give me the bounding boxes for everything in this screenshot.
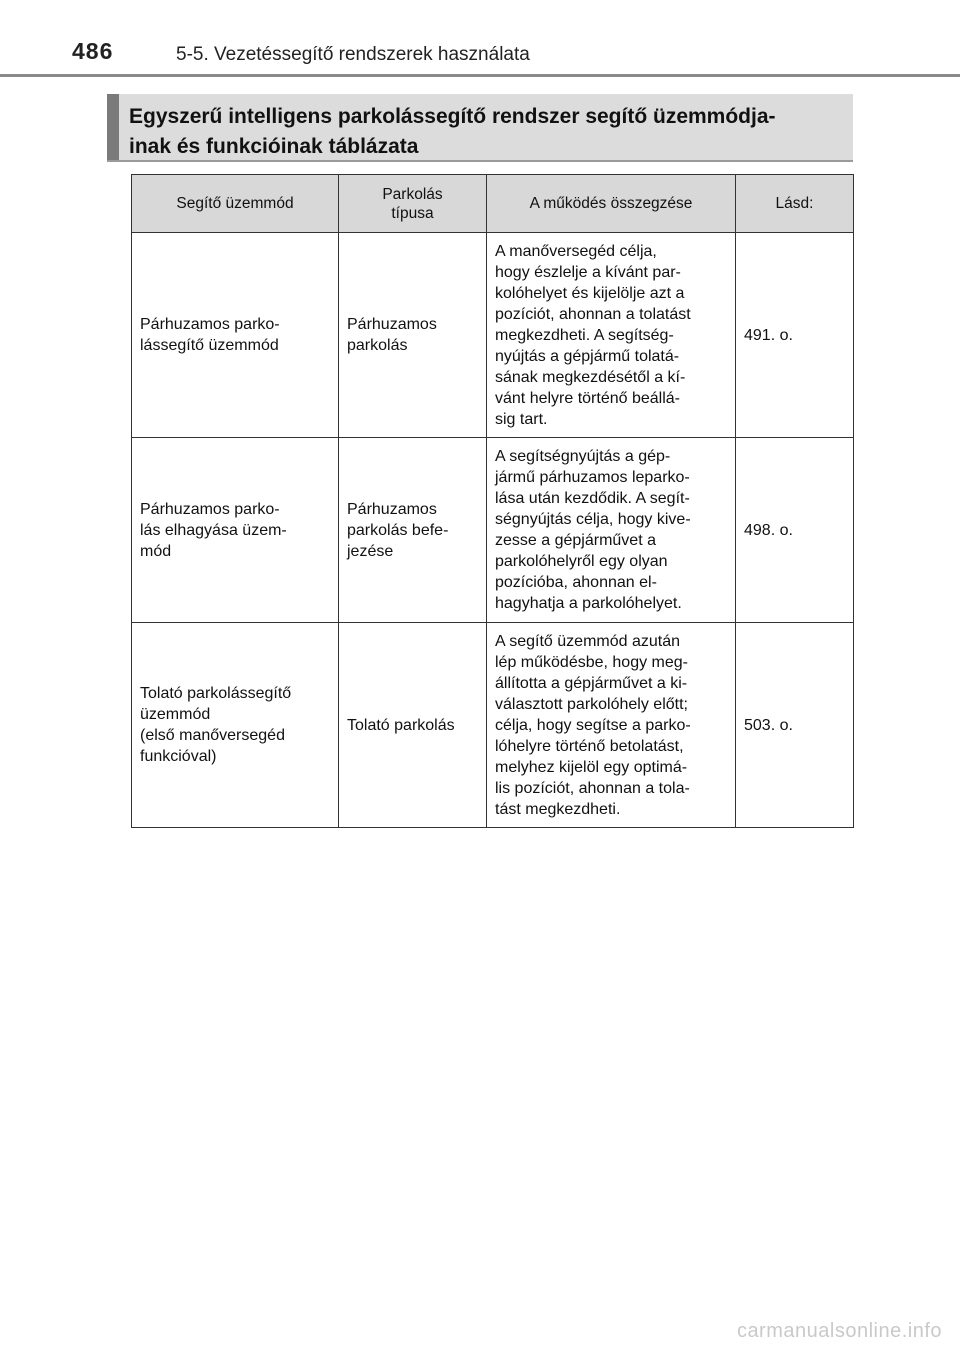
table-row <box>132 438 854 623</box>
cell-parking-type: Párhuzamos parkolás befe- jezése <box>339 438 487 623</box>
cell-summary: A segítő üzemmód azután lép működésbe, hogy meg- állította a gépjárművet a ki- választott parkolóhely előtt; célja, hogy segítse a parko- lóhelyre történő betolatást, melyhez kijelöl egy optimá- lis pozíciót, ahonnan a tola- tást megkezdheti. <box>487 623 736 828</box>
cell-mode: Párhuzamos parko- lássegítő üzemmód <box>132 233 339 438</box>
heading-line-1: Egyszerű intelligens parkolássegítő rendszer segítő üzemmódja- <box>129 105 776 128</box>
cell-see-page: 491. o. <box>736 233 854 438</box>
page-number: 486 <box>72 38 114 64</box>
table-row <box>132 233 854 438</box>
column-header-mode: Segítő üzemmód <box>132 175 339 233</box>
table-row <box>132 623 854 828</box>
assist-mode-table <box>131 174 854 828</box>
table-heading <box>107 94 853 160</box>
cell-summary: A manőversegéd célja, hogy észlelje a kívánt par- kolóhelyet és kijelölje azt a pozíciót, ahonnan a tolatást megkezdheti. A segítség- nyújtás a gépjármű tolatá- sának megkezdésétől a kí- vánt helyre történő beállá- sig tart. <box>487 233 736 438</box>
cell-see-page: 498. o. <box>736 438 854 623</box>
watermark: carmanualsonline.info <box>736 1320 942 1342</box>
cell-mode: Tolató parkolássegítő üzemmód (első manőversegéd funkcióval) <box>132 623 339 828</box>
cell-parking-type: Párhuzamos parkolás <box>339 233 487 438</box>
cell-summary: A segítségnyújtás a gép- jármű párhuzamos leparko- lása után kezdődik. A segít- ségnyújtás célja, hogy kive- zesse a gépjárművet a parkolóhelyről egy olyan pozícióba, ahonnan el- hagyhatja a parkolóhelyet. <box>487 438 736 623</box>
header-rule <box>0 74 960 77</box>
column-header-see: Lásd: <box>736 175 854 233</box>
heading-line-2: inak és funkcióinak táblázata <box>129 135 419 158</box>
column-header-summary: A működés összegzése <box>487 175 736 233</box>
section-title: 5-5. Vezetéssegítő rendszerek használata <box>176 44 530 65</box>
table-header-row <box>132 175 854 233</box>
heading-underline <box>107 160 853 162</box>
column-header-parking-type: Parkolás típusa <box>339 175 487 233</box>
cell-mode: Párhuzamos parko- lás elhagyása üzem- mód <box>132 438 339 623</box>
cell-see-page: 503. o. <box>736 623 854 828</box>
cell-parking-type: Tolató parkolás <box>339 623 487 828</box>
page-header <box>0 0 960 80</box>
